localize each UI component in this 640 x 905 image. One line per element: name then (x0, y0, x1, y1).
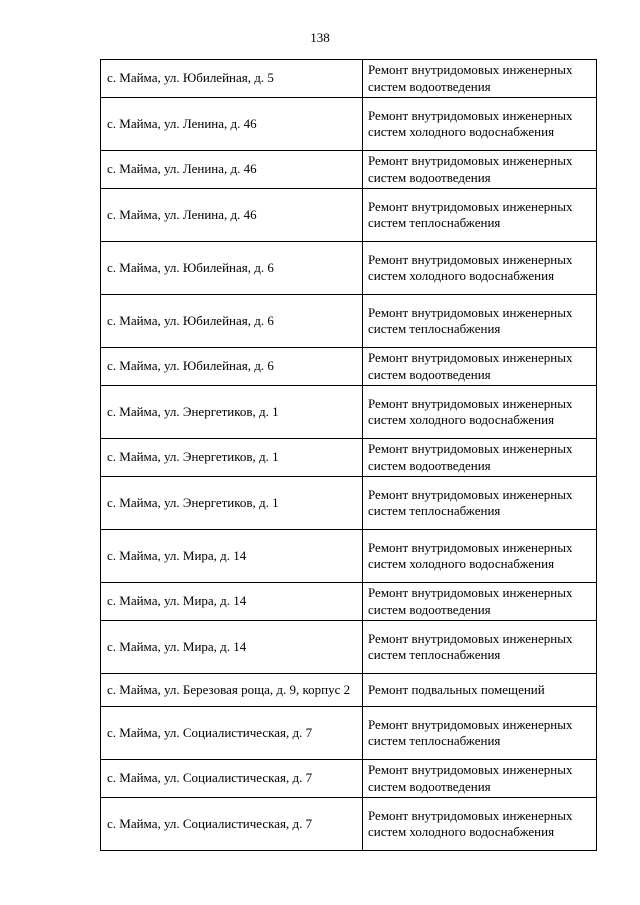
table-row (101, 439, 597, 477)
table-row (101, 151, 597, 189)
address-cell: с. Майма, ул. Энергетиков, д. 1 (101, 477, 363, 530)
address-cell: с. Майма, ул. Березовая роща, д. 9, корпус 2 (101, 674, 363, 707)
table-row (101, 707, 597, 760)
table-row (101, 295, 597, 348)
table-row (101, 189, 597, 242)
work-type-cell: Ремонт внутридомовых инженерных систем водоотведения (363, 151, 597, 189)
address-works-table (100, 59, 597, 851)
address-cell: с. Майма, ул. Энергетиков, д. 1 (101, 386, 363, 439)
work-type-cell: Ремонт внутридомовых инженерных систем теплоснабжения (363, 707, 597, 760)
work-type-cell: Ремонт внутридомовых инженерных систем теплоснабжения (363, 295, 597, 348)
work-type-cell: Ремонт внутридомовых инженерных систем теплоснабжения (363, 621, 597, 674)
address-cell: с. Майма, ул. Мира, д. 14 (101, 583, 363, 621)
work-type-cell: Ремонт внутридомовых инженерных систем холодного водоснабжения (363, 98, 597, 151)
work-type-cell: Ремонт внутридомовых инженерных систем холодного водоснабжения (363, 386, 597, 439)
address-cell: с. Майма, ул. Юбилейная, д. 6 (101, 242, 363, 295)
work-type-cell: Ремонт внутридомовых инженерных систем водоотведения (363, 439, 597, 477)
address-cell: с. Майма, ул. Социалистическая, д. 7 (101, 707, 363, 760)
work-type-cell: Ремонт внутридомовых инженерных систем теплоснабжения (363, 189, 597, 242)
address-cell: с. Майма, ул. Ленина, д. 46 (101, 151, 363, 189)
address-cell: с. Майма, ул. Социалистическая, д. 7 (101, 798, 363, 851)
work-type-cell: Ремонт внутридомовых инженерных систем водоотведения (363, 60, 597, 98)
table-row (101, 477, 597, 530)
work-type-cell: Ремонт внутридомовых инженерных систем водоотведения (363, 583, 597, 621)
address-cell: с. Майма, ул. Юбилейная, д. 6 (101, 295, 363, 348)
table-row (101, 386, 597, 439)
work-type-cell: Ремонт внутридомовых инженерных систем теплоснабжения (363, 477, 597, 530)
table-row (101, 798, 597, 851)
address-cell: с. Майма, ул. Ленина, д. 46 (101, 98, 363, 151)
address-cell: с. Майма, ул. Ленина, д. 46 (101, 189, 363, 242)
table-row (101, 583, 597, 621)
address-cell: с. Майма, ул. Юбилейная, д. 6 (101, 348, 363, 386)
table-row (101, 760, 597, 798)
page-number: 138 (310, 30, 330, 45)
table-row (101, 530, 597, 583)
table-row (101, 674, 597, 707)
work-type-cell: Ремонт внутридомовых инженерных систем водоотведения (363, 348, 597, 386)
table-row (101, 98, 597, 151)
table-row (101, 621, 597, 674)
work-type-cell: Ремонт внутридомовых инженерных систем водоотведения (363, 760, 597, 798)
table-row (101, 348, 597, 386)
work-type-cell: Ремонт внутридомовых инженерных систем холодного водоснабжения (363, 242, 597, 295)
address-cell: с. Майма, ул. Мира, д. 14 (101, 530, 363, 583)
address-cell: с. Майма, ул. Мира, д. 14 (101, 621, 363, 674)
table-row (101, 60, 597, 98)
address-cell: с. Майма, ул. Энергетиков, д. 1 (101, 439, 363, 477)
table-row (101, 242, 597, 295)
work-type-cell: Ремонт внутридомовых инженерных систем холодного водоснабжения (363, 798, 597, 851)
address-cell: с. Майма, ул. Юбилейная, д. 5 (101, 60, 363, 98)
work-type-cell: Ремонт подвальных помещений (363, 674, 597, 707)
work-type-cell: Ремонт внутридомовых инженерных систем холодного водоснабжения (363, 530, 597, 583)
address-cell: с. Майма, ул. Социалистическая, д. 7 (101, 760, 363, 798)
